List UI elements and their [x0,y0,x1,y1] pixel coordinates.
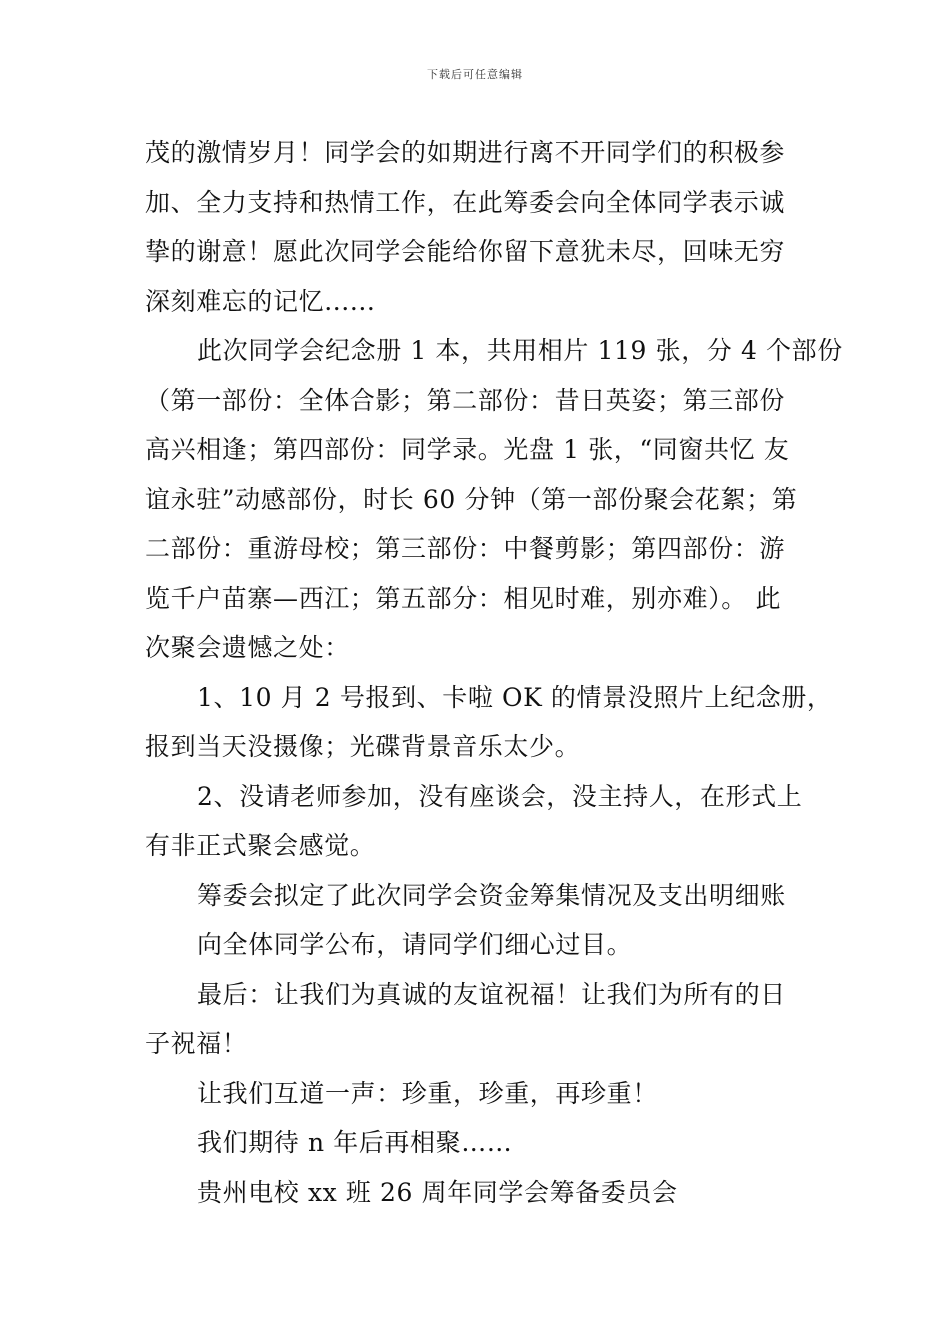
text-line: 深刻难忘的记忆...... [145,286,376,316]
page-header: 下载后可任意编辑 [427,68,523,81]
text-line: 谊永驻”动感部份，时长 60 分钟（第一部份聚会花絮；第 [145,484,798,514]
text-line: 2、没请老师参加，没有座谈会，没主持人，在形式上 [197,781,803,811]
text-line: 筹委会拟定了此次同学会资金筹集情况及支出明细账 [197,880,786,910]
text-line: 有非正式聚会感觉。 [145,831,376,860]
text-line: 向全体同学公布，请同学们细心过目。 [197,930,633,959]
text-line: 览千户苗寨—西江；第五部分：相见时难，别亦难）。 此 [145,583,782,613]
text-line: 贵州电校 xx 班 26 周年同学会筹备委员会 [197,1177,678,1207]
text-line: 高兴相逢；第四部份：同学录。光盘 1 张，“同窗共忆 友 [145,435,790,464]
text-line: 此次同学会纪念册 1 本，共用相片 119 张，分 4 个部份 [197,336,843,365]
text-line: 挚的谢意！愿此次同学会能给你留下意犹未尽，回味无穷 [145,237,786,266]
text-line: 让我们互道一声：珍重，珍重，再珍重！ [197,1078,658,1108]
text-line: 次聚会遗憾之处： [145,633,350,662]
text-line: 加、全力支持和热情工作，在此筹委会向全体同学表示诚 [145,187,786,217]
text-line: 报到当天没摄像；光碟背景音乐太少。 [145,732,581,761]
text-line: （第一部份：全体合影；第二部份：昔日英姿；第三部份 [145,385,786,415]
text-line: 1、10 月 2 号报到、卡啦 OK 的情景没照片上纪念册， [197,682,833,712]
text-line: 茂的激情岁月！同学会的如期进行离不开同学们的积极参 [145,138,786,167]
document-body [145,128,843,1217]
text-line: 二部份：重游母校；第三部份：中餐剪影；第四部份：游 [145,534,786,563]
text-line: 最后：让我们为真诚的友谊祝福！让我们为所有的日 [197,979,786,1009]
text-line: 我们期待 n 年后再相聚…… [197,1128,513,1157]
text-line: 子祝福！ [145,1029,248,1058]
